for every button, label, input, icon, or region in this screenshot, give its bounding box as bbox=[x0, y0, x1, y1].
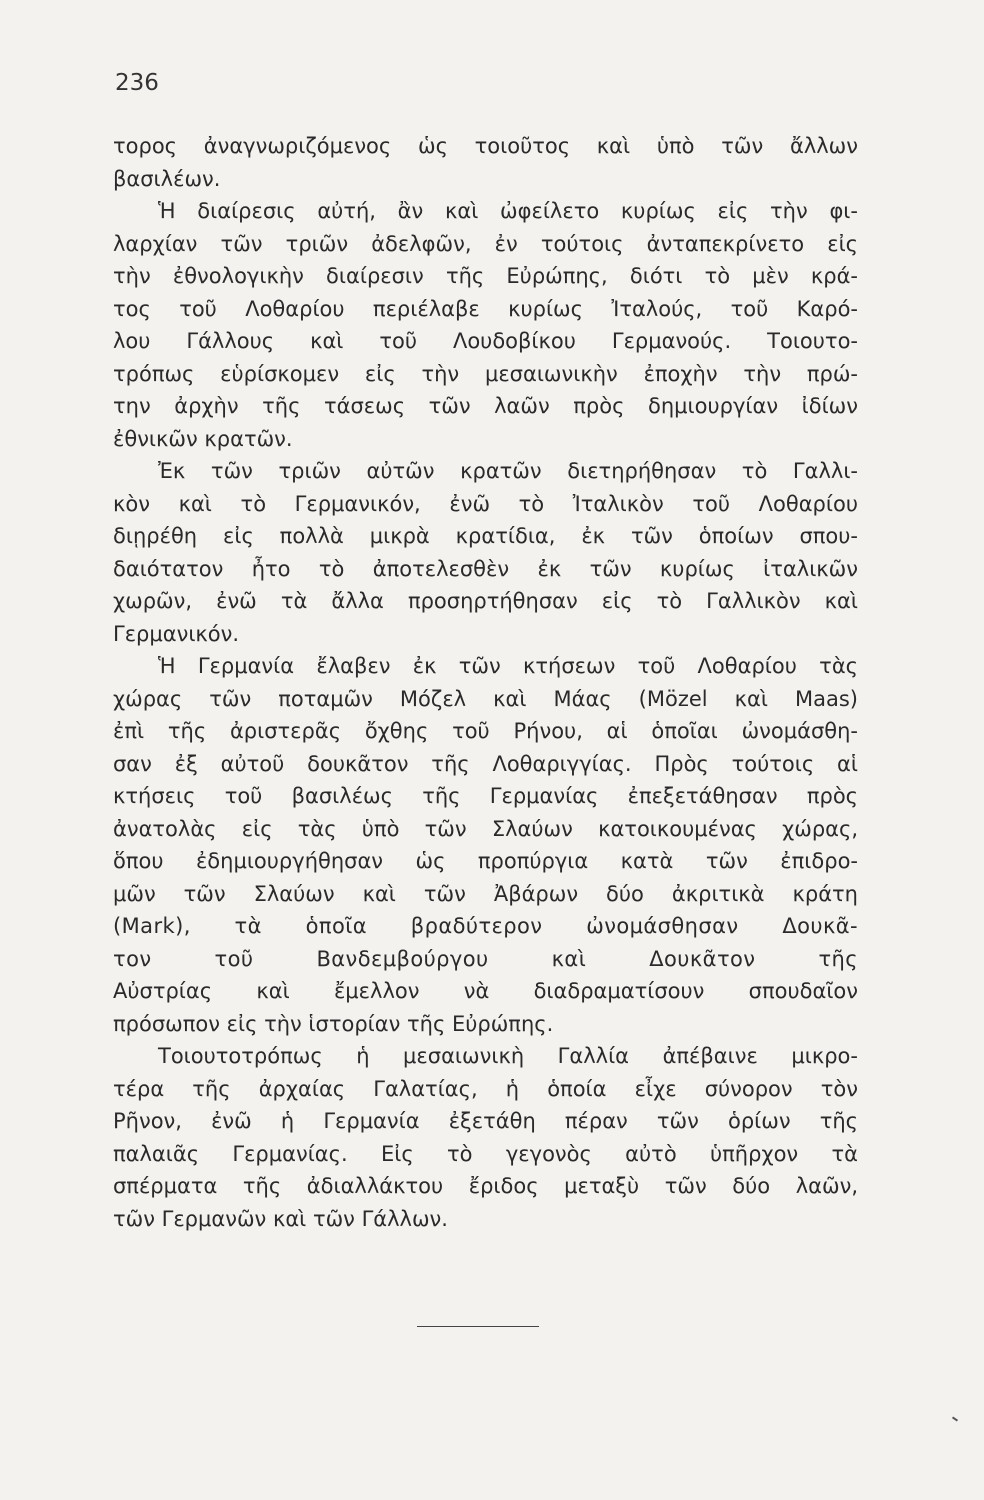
text-line: τὴν ἐθνολογικὴν διαίρεσιν τῆς Εὐρώπης, διότι τὸ μὲν κρά- bbox=[113, 264, 858, 288]
paragraph-start-line: Τοιουτοτρόπως ἡ μεσαιωνικὴ Γαλλία ἀπέβαινε μικρο- bbox=[158, 1044, 858, 1068]
text-line: σπέρματα τῆς ἀδιαλλάκτου ἔριδος μεταξὺ τῶν δύο λαῶν, bbox=[113, 1174, 858, 1198]
text-line: παλαιᾶς Γερμανίας. Εἰς τὸ γεγονὸς αὐτὸ ὑπῆρχον τὰ bbox=[113, 1141, 858, 1166]
text-line: λαρχίαν τῶν τριῶν ἀδελφῶν, ἐν τούτοις ἀνταπεκρίνετο εἰς bbox=[113, 231, 858, 256]
text-line: Γερμανικόν. bbox=[113, 621, 240, 646]
text-line: κὸν καὶ τὸ Γερμανικόν, ἐνῶ τὸ Ἰταλικὸν τοῦ Λοθαρίου bbox=[113, 491, 858, 516]
text-line: διῃρέθη εἰς πολλὰ μικρὰ κρατίδια, ἐκ τῶν ὁποίων σπου- bbox=[113, 524, 858, 548]
paragraph-start-line: Ἡ διαίρεσις αὐτή, ἂν καὶ ὠφείλετο κυρίως εἰς τὴν φι- bbox=[158, 199, 858, 223]
page-number: 236 bbox=[115, 70, 159, 96]
text-line: χωρῶν, ἐνῶ τὰ ἄλλα προσηρτήθησαν εἰς τὸ Γαλλικὸν καὶ bbox=[113, 589, 858, 613]
text-line: (Mark), τὰ ὁποῖα βραδύτερον ὠνομάσθησαν Δουκᾶ- bbox=[113, 914, 858, 938]
text-line: ὅπου ἐδημιουργήθησαν ὡς προπύργια κατὰ τῶν ἐπιδρο- bbox=[113, 849, 858, 873]
text-line: ἀνατολὰς εἰς τὰς ὑπὸ τῶν Σλαύων κατοικουμένας χώρας, bbox=[113, 816, 858, 841]
body-text bbox=[113, 130, 858, 1235]
text-line: βασιλέων. bbox=[113, 166, 221, 191]
text-line: μῶν τῶν Σλαύων καὶ τῶν Ἀβάρων δύο ἀκριτικὰ κράτη bbox=[113, 881, 858, 906]
paragraph-start-line: Ἡ Γερμανία ἔλαβεν ἐκ τῶν κτήσεων τοῦ Λοθαρίου τὰς bbox=[158, 654, 858, 678]
text-line: σαν ἐξ αὐτοῦ δουκᾶτον τῆς Λοθαριγγίας. Πρὸς τούτοις αἱ bbox=[113, 751, 858, 776]
text-line: κτήσεις τοῦ βασιλέως τῆς Γερμανίας ἐπεξετάθησαν πρὸς bbox=[113, 784, 858, 808]
section-divider-rule bbox=[417, 1326, 539, 1327]
paragraph-start-line: Ἐκ τῶν τριῶν αὐτῶν κρατῶν διετηρήθησαν τὸ Γαλλι- bbox=[158, 459, 858, 483]
text-line: τος τοῦ Λοθαρίου περιέλαβε κυρίως Ἰταλούς, τοῦ Καρό- bbox=[113, 296, 858, 321]
text-line: τρόπως εὑρίσκομεν εἰς τὴν μεσαιωνικὴν ἐποχὴν τὴν πρώ- bbox=[113, 361, 858, 386]
text-line: τῶν Γερμανῶν καὶ τῶν Γάλλων. bbox=[113, 1206, 448, 1231]
text-line: ἐθνικῶν κρατῶν. bbox=[113, 426, 293, 451]
text-line: χώρας τῶν ποταμῶν Μόζελ καὶ Μάας (Mözel καὶ Maas) bbox=[113, 686, 858, 711]
text-line: τον τοῦ Βανδεμβούργου καὶ Δουκᾶτον τῆς bbox=[113, 946, 858, 971]
text-line: λου Γάλλους καὶ τοῦ Λουδοβίκου Γερμανούς. Τοιουτο- bbox=[113, 329, 858, 353]
text-line: τέρα τῆς ἀρχαίας Γαλατίας, ἡ ὁποία εἶχε σύνορον τὸν bbox=[113, 1076, 858, 1101]
text-line: Αὐστρίας καὶ ἔμελλον νὰ διαδραματίσουν σπουδαῖον bbox=[113, 979, 858, 1003]
text-line: δαιότατον ἦτο τὸ ἀποτελεσθὲν ἐκ τῶν κυρίως ἰταλικῶν bbox=[113, 556, 858, 581]
text-line: Ρῆνον, ἐνῶ ἡ Γερμανία ἐξετάθη πέραν τῶν ὁρίων τῆς bbox=[113, 1109, 858, 1133]
text-line: ἐπὶ τῆς ἀριστερᾶς ὄχθης τοῦ Ρήνου, αἱ ὁποῖαι ὠνομάσθη- bbox=[113, 719, 858, 743]
text-line: πρόσωπον εἰς τὴν ἱστορίαν τῆς Εὐρώπης. bbox=[113, 1011, 554, 1036]
text-line: την ἀρχὴν τῆς τάσεως τῶν λαῶν πρὸς δημιουργίαν ἰδίων bbox=[113, 394, 858, 418]
scan-mark bbox=[952, 1416, 958, 1421]
text-line: τορος ἀναγνωριζόμενος ὡς τοιοῦτος καὶ ὑπὸ τῶν ἄλλων bbox=[113, 134, 858, 158]
